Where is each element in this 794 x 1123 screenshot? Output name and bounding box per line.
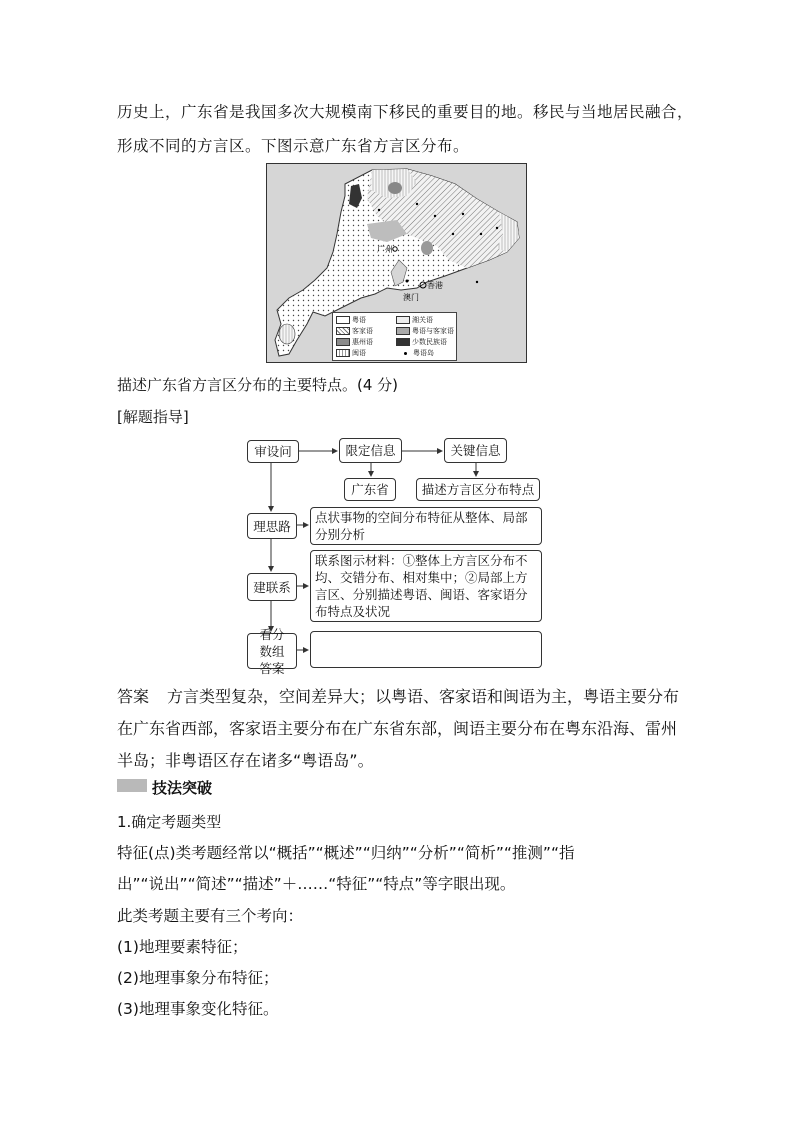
legend-label: 惠州语: [352, 338, 373, 346]
guide-title: [解题指导]: [117, 408, 189, 426]
legend-label: 客家语: [352, 327, 373, 335]
flow-shen: 审设问: [247, 440, 299, 463]
legend-item: [396, 315, 433, 325]
legend-swatch: [336, 327, 350, 335]
answer-text-1: 方言类型复杂，空间差异大；以粤语、客家语和闽语为主，粤语主要分布: [167, 687, 680, 706]
label-guangzhou: 广州: [377, 245, 393, 254]
flow-kanfenshu: 看分数组答案: [247, 633, 297, 669]
dialect-map: [266, 163, 527, 363]
flow-kanfenshu-text: [310, 631, 542, 668]
legend-label: 少数民族语: [412, 338, 447, 346]
legend-item: [400, 348, 434, 358]
legend-label: 闽语: [352, 349, 366, 357]
legend-item: [336, 315, 366, 325]
section-bar: [117, 779, 147, 792]
flow-guanjian: 关键信息: [444, 438, 507, 463]
legend-swatch: [396, 316, 410, 324]
question-text: 描述广东省方言区分布的主要特点。(4 分): [117, 376, 399, 394]
legend-label: 粤语岛: [413, 349, 434, 357]
legend-dot-icon: [404, 352, 407, 355]
section-item-1: (1)地理要素特征；: [117, 938, 248, 956]
mix-region-2: [421, 241, 433, 255]
legend-item: [396, 326, 454, 336]
macao-marker: [406, 280, 409, 283]
legend-item: [396, 337, 447, 347]
flow-guangdong: 广东省: [344, 478, 396, 501]
intro-line-1: 历史上，广东省是我国多次大规模南下移民的重要目的地。移民与当地居民融合，: [117, 103, 694, 121]
section-item-3: (3)地理事象变化特征。: [117, 1000, 279, 1018]
flow-jianlianxi-text: 联系图示材料：①整体上方言区分布不均、交错分布、相对集中；②局部上方言区、分别描述粤语、闽语、客家语分布特点及状况: [310, 550, 542, 622]
flow-miaoshu: 描述方言区分布特点: [416, 478, 540, 501]
legend-item: [336, 337, 373, 347]
label-macao: 澳门: [403, 293, 419, 302]
flow-xianding: 限定信息: [339, 438, 402, 463]
map-legend: [332, 312, 457, 361]
flow-lisilu-text: 点状事物的空间分布特征从整体、局部分别分析: [310, 507, 542, 545]
flow-lisilu: 理思路: [247, 513, 297, 539]
flow-jianlianxi: 建联系: [247, 573, 297, 601]
label-hongkong: 香港: [427, 281, 443, 290]
leizhou-area: [279, 324, 295, 344]
legend-swatch: [396, 327, 410, 335]
legend-swatch: [336, 316, 350, 324]
answer-label: 答案: [117, 687, 150, 706]
legend-label: 湘关语: [412, 316, 433, 324]
legend-swatch: [396, 338, 410, 346]
section-p3: 此类考题主要有三个考向：: [117, 907, 304, 925]
answer-line-3: 半岛；非粤语区存在诸多“粤语岛”。: [117, 751, 374, 770]
section-p2: 出”“说出”“简述”“描述”＋……“特征”“特点”等字眼出现。: [117, 875, 516, 893]
answer-line-2: 在广东省西部，客家语主要分布在广东省东部，闽语主要分布在粤东沿海、雷州: [117, 719, 678, 738]
section-sub1: 1.确定考题类型: [117, 813, 222, 831]
legend-item: [336, 348, 366, 358]
intro-line-2: 形成不同的方言区。下图示意广东省方言区分布。: [117, 137, 470, 155]
section-item-2: (2)地理事象分布特征；: [117, 969, 279, 987]
legend-label: 粤语: [352, 316, 366, 324]
section-title: 技法突破: [152, 779, 213, 797]
answer-line-1: [117, 684, 679, 707]
section-p1: 特征(点)类考题经常以“概括”“概述”“归纳”“分析”“简析”“推测”“指: [117, 844, 575, 862]
legend-swatch: [336, 338, 350, 346]
legend-label: 粤语与客家语: [412, 327, 454, 335]
legend-swatch: [336, 349, 350, 357]
legend-item: [336, 326, 373, 336]
mix-region-1: [388, 182, 402, 194]
